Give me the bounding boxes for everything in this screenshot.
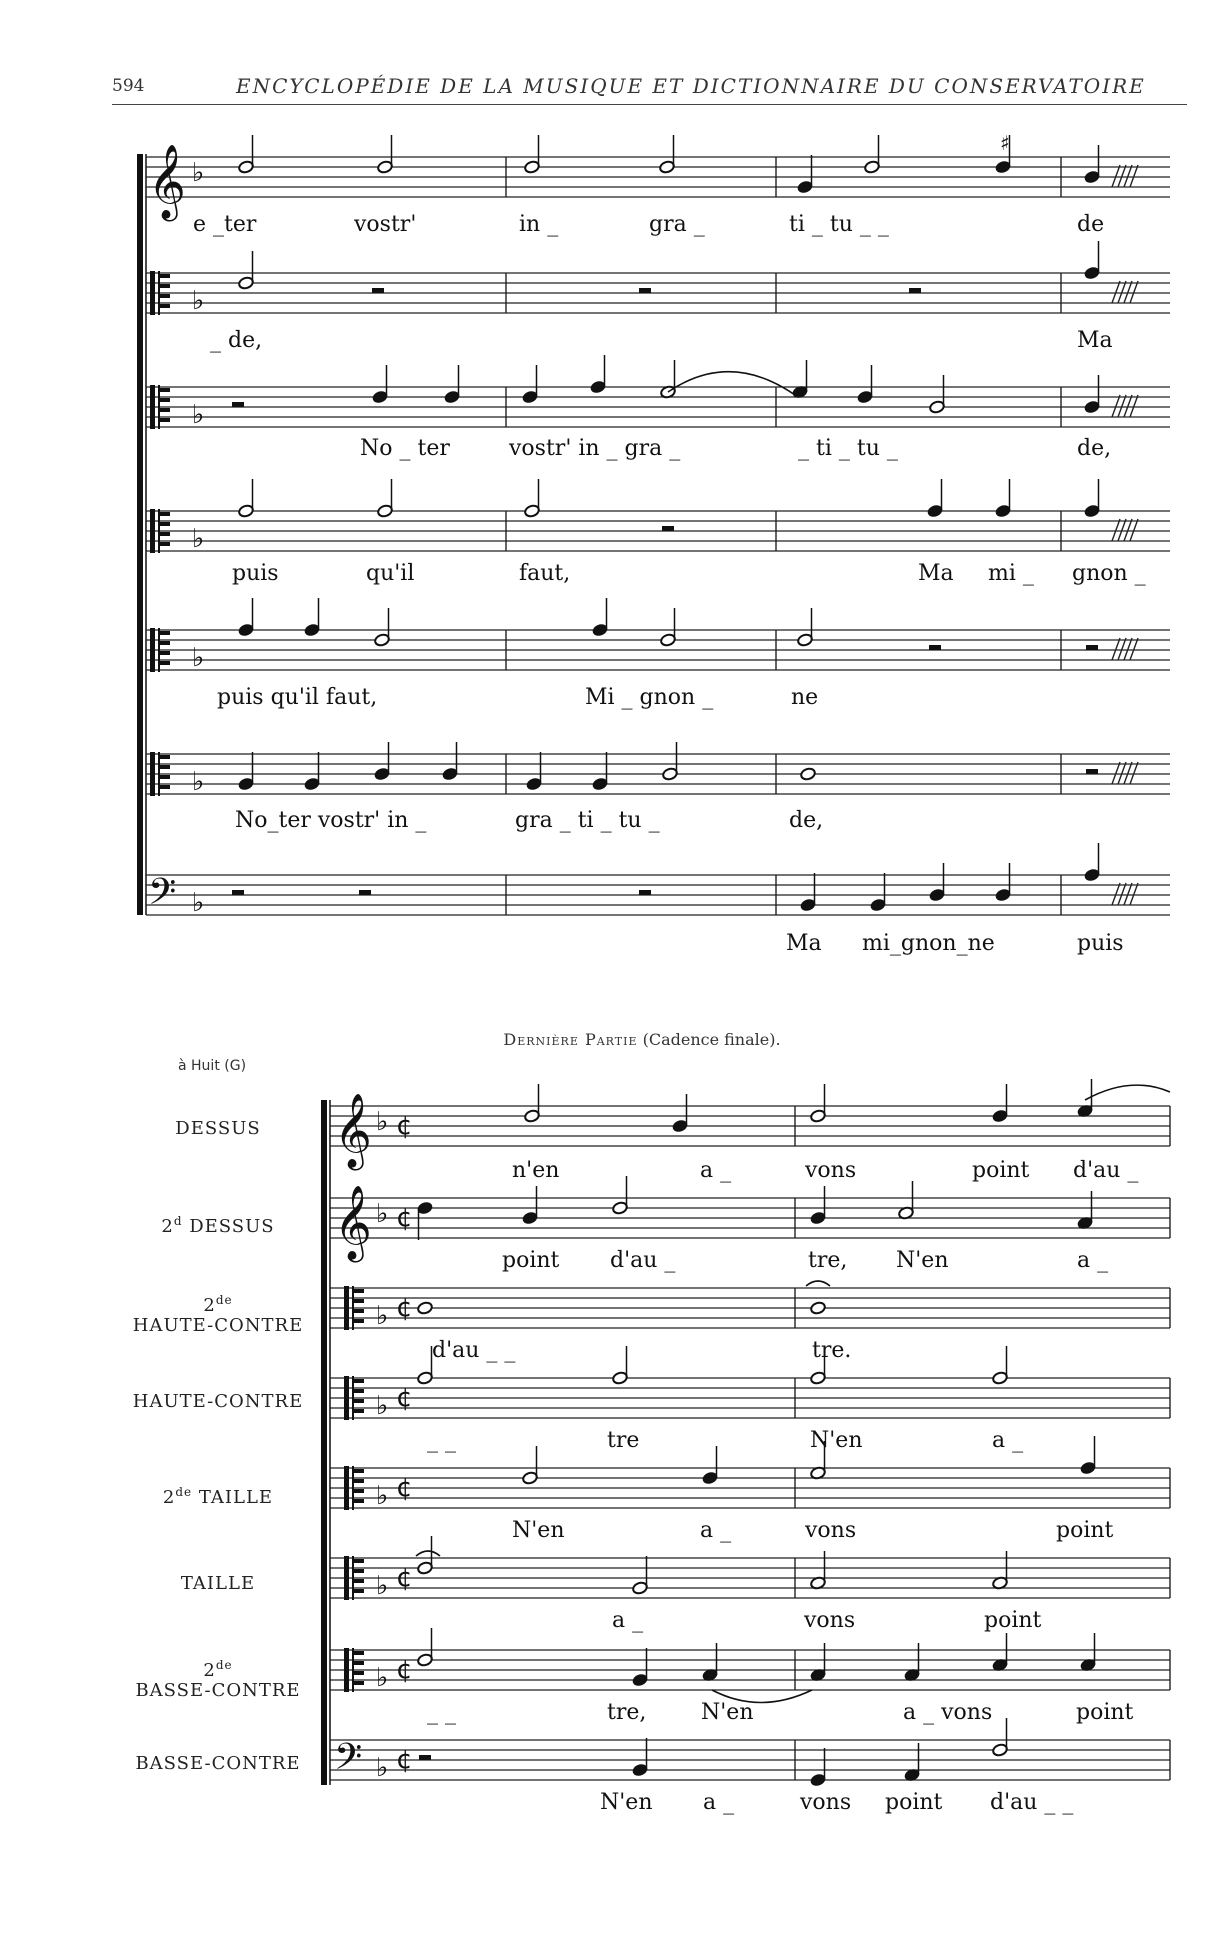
note	[995, 863, 1012, 902]
flat-icon: ♭	[376, 1571, 389, 1601]
lyric-syllable: ne	[791, 685, 819, 710]
rest-icon	[1086, 769, 1098, 774]
note	[377, 135, 394, 174]
flat-icon: ♭	[376, 1753, 389, 1783]
note	[659, 135, 676, 174]
lyric-syllable: de,	[1077, 436, 1112, 461]
note	[372, 365, 389, 404]
rest-icon	[232, 890, 244, 895]
note	[524, 135, 541, 174]
note	[238, 598, 255, 637]
lyric-syllable: tre	[607, 1428, 640, 1453]
flat-icon: ♭	[376, 1663, 389, 1693]
note	[810, 1084, 827, 1123]
staff	[330, 1198, 1170, 1238]
flat-icon: ♭	[192, 286, 205, 316]
staff	[146, 387, 1170, 427]
voice-name: HAUTE-CONTRE	[132, 1391, 304, 1412]
note	[864, 135, 881, 174]
lyric-syllable: No_ter vostr' in _	[235, 808, 427, 833]
note	[612, 1176, 629, 1215]
running-title: ENCYCLOPÉDIE DE LA MUSIQUE ET DICTIONNAIRE DU CONSERVATOIRE	[236, 74, 1146, 98]
note	[870, 873, 887, 912]
note	[810, 1551, 827, 1590]
lyric-syllable: d'au _ _	[990, 1790, 1074, 1815]
rest-icon	[639, 890, 651, 895]
flat-icon: ♭	[192, 400, 205, 430]
note	[992, 1551, 1009, 1590]
lyric-syllable: puis qu'il faut,	[217, 685, 378, 710]
continuation-mark	[1112, 762, 1138, 784]
note	[857, 365, 874, 404]
note	[377, 479, 394, 518]
note	[800, 767, 817, 781]
lyric-syllable: a _	[612, 1608, 644, 1633]
voice-name: 2de HAUTE-CONTRE	[132, 1293, 304, 1336]
rest-icon	[372, 288, 384, 293]
lyric-syllable: Ma	[918, 561, 954, 586]
continuation-mark	[1112, 165, 1138, 187]
staff	[330, 1468, 1170, 1508]
flat-icon: ♭	[376, 1391, 389, 1421]
section-title: Dernière Partie	[503, 1030, 638, 1049]
lyric-syllable: puis	[1077, 931, 1124, 956]
note	[632, 1738, 649, 1777]
note	[612, 1346, 629, 1385]
staff-group	[330, 1094, 1170, 1787]
note	[522, 365, 539, 404]
lyric-syllable: a _	[703, 1790, 735, 1815]
rest-icon	[232, 402, 244, 407]
treble-clef-icon: 𝄞	[334, 1186, 372, 1260]
page-header	[0, 0, 1224, 110]
staff	[330, 1650, 1170, 1690]
note	[797, 155, 814, 194]
lyric-syllable: vostr' in _ gra _	[509, 436, 681, 461]
bass-clef-icon: 𝄢	[334, 1736, 363, 1787]
lyric-syllable: d'au _ _	[432, 1338, 516, 1363]
rest-icon	[929, 645, 941, 650]
note	[992, 1633, 1009, 1672]
note	[1084, 145, 1101, 184]
lyric-syllable: faut,	[519, 561, 571, 586]
lyric-syllable: a _	[992, 1428, 1024, 1453]
lyric-syllable: qu'il	[366, 561, 415, 586]
voice-name: 2$^d$ DESSUS	[161, 1214, 275, 1237]
note	[590, 355, 607, 394]
note	[524, 1084, 541, 1123]
lyric-syllable: point	[972, 1158, 1030, 1183]
note	[238, 135, 255, 174]
lyric-syllable: n'en	[512, 1158, 560, 1183]
note	[810, 1748, 827, 1787]
note	[522, 1446, 539, 1485]
note	[702, 1643, 719, 1682]
cut-time-icon: ¢	[396, 1473, 413, 1503]
staff	[146, 273, 1170, 313]
sharp-icon: ♯	[1000, 131, 1010, 155]
note	[702, 1446, 719, 1485]
staff	[330, 1740, 1170, 1780]
continuation-mark	[1112, 519, 1138, 541]
lyric-syllable: _ _	[427, 1700, 456, 1725]
lyric-syllable: vons	[800, 1790, 852, 1815]
section-subtitle: (Cadence finale).	[642, 1030, 781, 1049]
lyric-syllable: point	[885, 1790, 943, 1815]
note	[417, 1301, 434, 1315]
note	[662, 742, 679, 781]
lyric-syllable: N'en	[896, 1248, 949, 1273]
note	[374, 742, 391, 781]
bass-clef-icon: 𝄢	[148, 871, 177, 922]
note	[442, 742, 459, 781]
note	[238, 479, 255, 518]
continuation-mark	[1112, 638, 1138, 660]
page-number: 594	[112, 76, 145, 96]
lyric-syllable: point	[984, 1608, 1042, 1633]
note	[526, 752, 543, 791]
lyric-syllable: d'au _	[1073, 1158, 1139, 1183]
continuation-mark	[1112, 395, 1138, 417]
note	[632, 1556, 649, 1595]
note	[672, 1094, 689, 1133]
flat-icon: ♭	[376, 1481, 389, 1511]
note	[927, 479, 944, 518]
cut-time-icon: ¢	[396, 1293, 413, 1323]
lyric-syllable: _ _	[427, 1428, 456, 1453]
flat-icon: ♭	[192, 767, 205, 797]
note	[304, 752, 321, 791]
note	[524, 479, 541, 518]
flat-icon: ♭	[376, 1199, 389, 1229]
flat-icon: ♭	[376, 1107, 389, 1137]
lyric-syllable: a _	[1077, 1248, 1109, 1273]
lyric-syllable: a _	[700, 1518, 732, 1543]
lyric-syllable: _ ti _ tu _	[798, 436, 898, 461]
staff	[146, 630, 1170, 670]
note	[592, 598, 609, 637]
lyric-syllable: point	[1076, 1700, 1134, 1725]
note	[792, 360, 809, 399]
lyric-syllable: Ma	[1077, 328, 1113, 353]
note	[1084, 241, 1101, 280]
note	[992, 1346, 1009, 1385]
note	[1080, 1436, 1097, 1475]
note	[522, 1186, 539, 1225]
fermata-icon	[806, 1281, 830, 1286]
staff	[146, 754, 1170, 794]
lyric-syllable: mi _	[988, 561, 1034, 586]
flat-icon: ♭	[192, 158, 205, 188]
staff	[330, 1288, 1170, 1328]
note	[1084, 479, 1101, 518]
lyric-syllable: point	[1056, 1518, 1114, 1543]
voice-name: 2de BASSE-CONTRE	[135, 1658, 301, 1701]
note	[444, 365, 461, 404]
note	[898, 1181, 915, 1220]
lyric-syllable: vons	[804, 1608, 856, 1633]
lyric-syllable: No _ ter	[360, 436, 450, 461]
lyric-syllable: d'au _	[610, 1248, 676, 1273]
treble-clef-icon: 𝄞	[334, 1094, 372, 1168]
note	[810, 1643, 827, 1682]
lyric-syllable: N'en	[600, 1790, 653, 1815]
fermata-icon	[416, 1551, 440, 1556]
lyric-syllable: gra _ ti _ tu _	[515, 808, 660, 833]
note	[238, 752, 255, 791]
lyric-syllable: a _	[700, 1158, 732, 1183]
lyric-syllable: ti _ tu _ _	[789, 212, 889, 237]
note	[417, 1201, 434, 1240]
lyric-syllable: in _	[519, 212, 559, 237]
note	[417, 1628, 434, 1667]
note	[904, 1743, 921, 1782]
note	[992, 1718, 1009, 1757]
note	[238, 251, 255, 290]
rest-icon	[909, 288, 921, 293]
note	[304, 598, 321, 637]
lyric-syllable: a _ vons	[903, 1700, 993, 1725]
note	[1084, 375, 1101, 414]
note	[1077, 1079, 1094, 1118]
cut-time-icon: ¢	[396, 1111, 413, 1141]
lyric-syllable: gra _	[649, 212, 705, 237]
lyric-syllable: N'en	[810, 1428, 863, 1453]
voice-name: 2de TAILLE	[162, 1485, 274, 1508]
treble-clef-icon: 𝄞	[148, 145, 186, 219]
note	[417, 1536, 434, 1575]
note	[592, 752, 609, 791]
lyric-syllable: vons	[805, 1518, 857, 1543]
lyric-syllable: _ de,	[210, 328, 263, 353]
flat-icon: ♭	[192, 888, 205, 918]
lyric-syllable: e _ter	[193, 212, 257, 237]
lyric-syllable: tre.	[812, 1338, 852, 1363]
note	[929, 375, 946, 414]
cut-time-icon: ¢	[396, 1383, 413, 1413]
voice-name: TAILLE	[180, 1573, 256, 1594]
voice-name: DESSUS	[175, 1118, 261, 1139]
note	[797, 608, 814, 647]
lyric-syllable: Mi _ gnon _	[585, 685, 714, 710]
continuation-mark	[1112, 281, 1138, 303]
note	[810, 1301, 827, 1315]
lyric-syllable: tre,	[808, 1248, 848, 1273]
note	[1084, 843, 1101, 882]
lyric-syllable: N'en	[701, 1700, 754, 1725]
note	[810, 1186, 827, 1225]
staff	[330, 1378, 1170, 1418]
tie	[1085, 1085, 1170, 1100]
lyric-syllable: vons	[805, 1158, 857, 1183]
cut-time-icon: ¢	[396, 1655, 413, 1685]
staff-group	[146, 145, 1170, 922]
header-rule	[112, 104, 1187, 105]
lyric-syllable: puis	[232, 561, 279, 586]
voice-name: BASSE-CONTRE	[135, 1753, 301, 1774]
note	[660, 608, 677, 647]
note	[904, 1643, 921, 1682]
score-system-1	[0, 130, 1224, 980]
lyric-syllable: N'en	[512, 1518, 565, 1543]
note	[417, 1346, 434, 1385]
lyric-syllable: tre,	[607, 1700, 647, 1725]
lyric-syllable: gnon _	[1072, 561, 1146, 586]
rest-icon	[662, 526, 674, 531]
ensemble-label: à Huit (G)	[178, 1058, 247, 1074]
lyric-syllable: mi_gnon_ne	[862, 931, 995, 956]
cut-time-icon: ¢	[396, 1563, 413, 1593]
staff	[330, 1558, 1170, 1598]
continuation-mark	[1112, 883, 1138, 905]
lyric-syllable: de,	[789, 808, 824, 833]
note	[992, 1084, 1009, 1123]
lyric-syllable: Ma	[786, 931, 822, 956]
lyric-syllable: vostr'	[354, 212, 417, 237]
note	[929, 863, 946, 902]
note	[374, 608, 391, 647]
cut-time-icon: ¢	[396, 1203, 413, 1233]
note	[1080, 1633, 1097, 1672]
flat-icon: ♭	[376, 1301, 389, 1331]
lyric-syllable: de	[1077, 212, 1105, 237]
rest-icon	[359, 890, 371, 895]
lyric-syllable: point	[502, 1248, 560, 1273]
note	[995, 479, 1012, 518]
note	[800, 873, 817, 912]
rest-icon	[639, 288, 651, 293]
cut-time-icon: ¢	[396, 1745, 413, 1775]
staff	[330, 1106, 1170, 1146]
rest-icon	[419, 1755, 431, 1760]
notes-group	[416, 1079, 1170, 1787]
flat-icon: ♭	[192, 524, 205, 554]
staff	[146, 511, 1170, 551]
rest-icon	[1086, 645, 1098, 650]
staff	[146, 875, 1170, 915]
flat-icon: ♭	[192, 643, 205, 673]
note	[660, 360, 677, 399]
note	[632, 1648, 649, 1687]
note	[1077, 1191, 1094, 1230]
staff	[146, 157, 1170, 197]
